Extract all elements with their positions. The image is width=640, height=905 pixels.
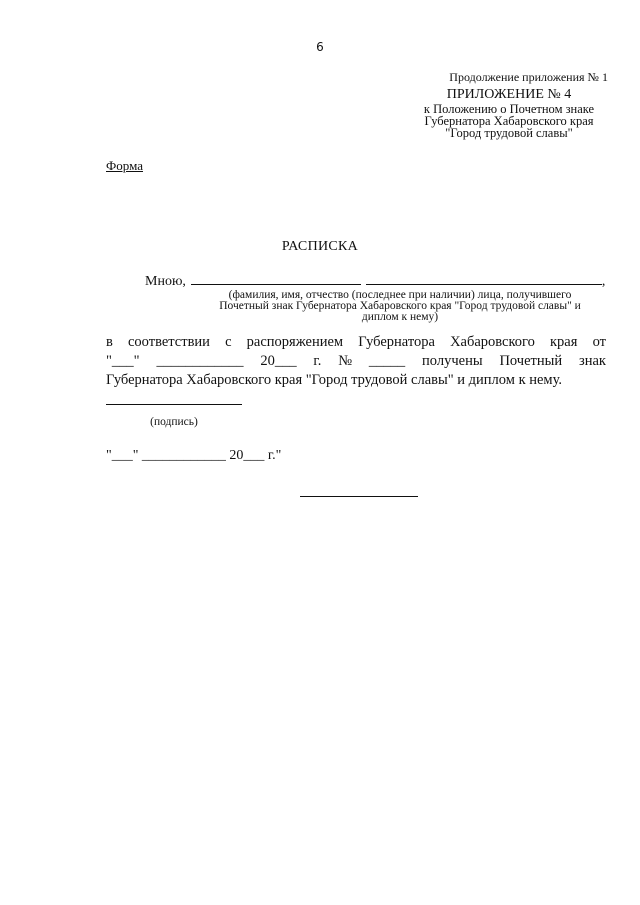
caption-line: диплом к нему): [361, 311, 439, 323]
recipient-comma: ,: [601, 274, 606, 289]
caption-line: (фамилия, имя, отчество (последнее при наличии) лица, получившего: [228, 289, 572, 301]
appendix-subtitle-line: "Город трудовой славы": [445, 126, 573, 140]
recipient-row: [145, 272, 605, 290]
recipient-name-blank[interactable]: [191, 272, 361, 285]
body-word: г.: [313, 353, 322, 369]
receipt-body: [106, 333, 606, 390]
body-line: [106, 352, 606, 371]
order-day-blank[interactable]: "___": [106, 353, 140, 369]
appendix-subtitle-line: Губернатора Хабаровского края: [424, 114, 594, 128]
recipient-name-blank[interactable]: [366, 272, 602, 285]
signature-caption: (подпись): [150, 416, 198, 428]
body-word: от: [592, 334, 606, 350]
order-year-blank[interactable]: 20___: [260, 353, 297, 369]
body-word: №: [338, 353, 353, 369]
appendix-subtitle-line: к Положению о Почетном знаке: [423, 102, 595, 116]
separator-line: [300, 496, 418, 497]
order-month-blank[interactable]: ____________: [156, 353, 244, 369]
body-word: соответствии: [128, 334, 210, 350]
appendix-subtitle: [400, 103, 618, 139]
recipient-label: Мною,: [145, 274, 186, 289]
body-line: [106, 333, 606, 352]
body-word: Губернатора: [358, 334, 435, 350]
body-word: в: [106, 334, 113, 350]
body-word: Хабаровского: [450, 334, 535, 350]
order-number-blank[interactable]: _____: [368, 353, 406, 369]
body-word: знак: [578, 353, 606, 369]
body-line: Губернатора Хабаровского края "Город трудовой славы" и диплом к нему.: [106, 372, 563, 388]
body-word: получены: [422, 353, 483, 369]
body-word: края: [550, 334, 578, 350]
form-label: Форма: [106, 158, 143, 173]
body-word: с: [225, 334, 232, 350]
body-word: распоряжением: [246, 334, 344, 350]
continuation-note: Продолжение приложения № 1: [449, 70, 608, 84]
page-number: 6: [316, 40, 324, 54]
receipt-date[interactable]: "___" ____________ 20___ г.": [106, 448, 282, 463]
signature-blank[interactable]: [106, 404, 242, 405]
document-title: РАСПИСКА: [281, 239, 359, 254]
caption-line: Почетный знак Губернатора Хабаровского края "Город трудовой славы" и: [219, 300, 581, 312]
recipient-caption: [190, 290, 610, 323]
appendix-title: ПРИЛОЖЕНИЕ № 4: [446, 87, 572, 102]
body-word: Почетный: [499, 353, 563, 369]
